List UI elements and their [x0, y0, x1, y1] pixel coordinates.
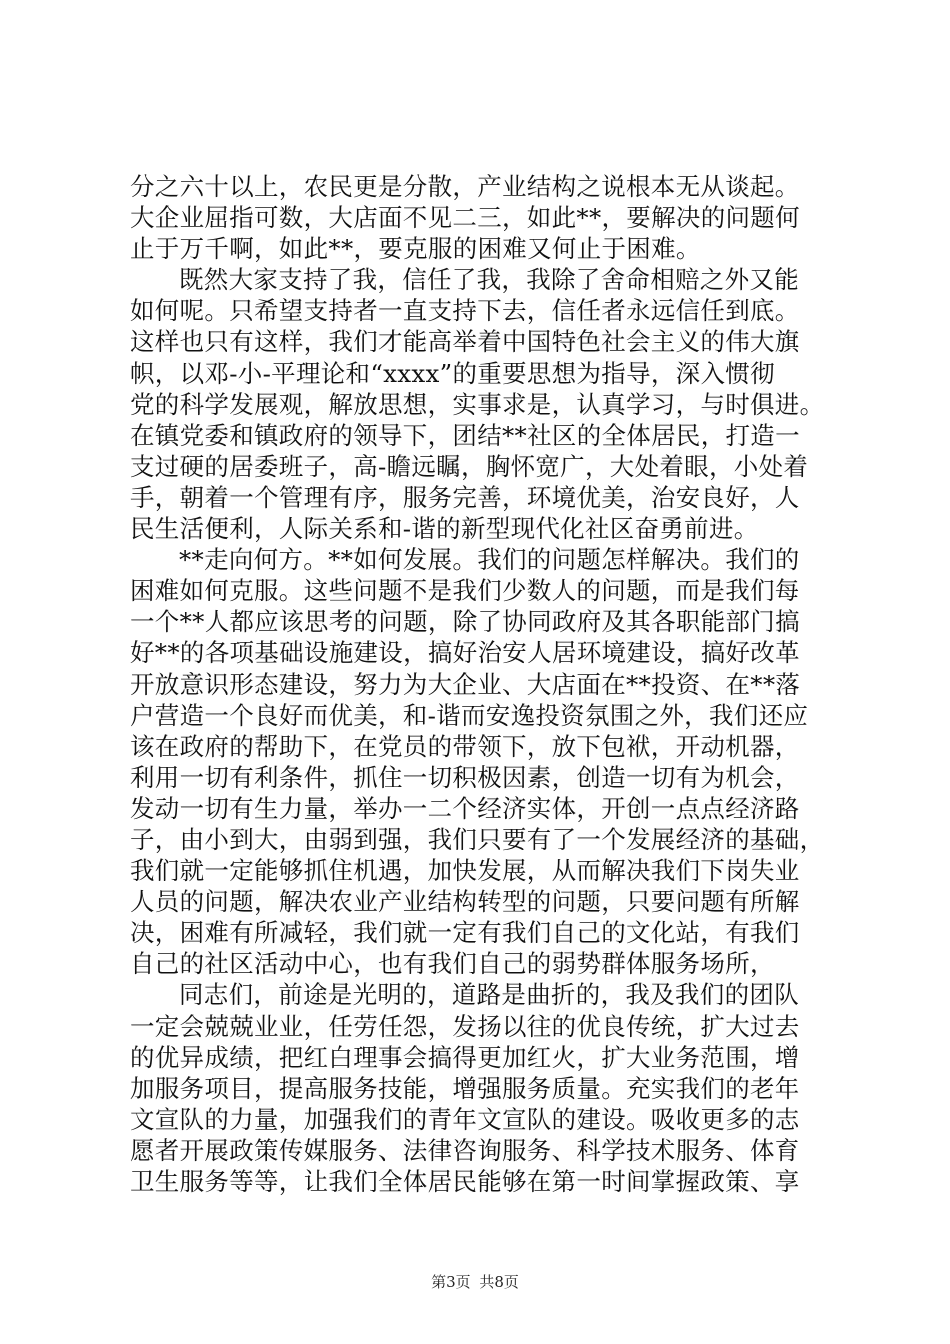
text-line: 决，困难有所减轻，我们就一定有我们自己的文化站，有我们 — [130, 918, 800, 948]
text-line: 的优异成绩，把红白理事会搞得更加红火，扩大业务范围，增 — [130, 1042, 800, 1072]
text-line: 该在政府的帮助下，在党员的带领下，放下包袱，开动机器， — [130, 731, 800, 761]
text-line: 手，朝着一个管理有序，服务完善，环境优美，治安良好，人 — [130, 482, 800, 512]
text-line: 利用一切有利条件，抓住一切积极因素，创造一切有为机会， — [130, 762, 800, 792]
text-line: 发动一切有生力量，举办一二个经济实体，开创一点点经济路 — [130, 793, 800, 823]
text-line: 既然大家支持了我，信任了我，我除了舍命相赔之外又能 — [179, 265, 799, 295]
text-line: 自己的社区活动中心，也有我们自己的弱势群体服务场所， — [130, 949, 775, 979]
text-line: 困难如何克服。这些问题不是我们少数人的问题，而是我们每 — [130, 576, 800, 606]
text-line: 加服务项目，提高服务技能，增强服务质量。充实我们的老年 — [130, 1073, 800, 1103]
text-line: 民生活便利，人际关系和-谐的新型现代化社区奋勇前进。 — [130, 514, 759, 544]
page-number: 第3页 — [431, 1273, 471, 1291]
text-line: 愿者开展政策传媒服务、法律咨询服务、科学技术服务、体育 — [130, 1135, 800, 1165]
text-line: 止于万千啊，如此**，要克服的困难又何止于困难。 — [130, 234, 701, 264]
text-line: 分之六十以上，农民更是分散，产业结构之说根本无从谈起。 — [130, 172, 800, 201]
text-line: 如何呢。只希望支持者一直支持下去，信任者永远信任到底。 — [130, 296, 800, 326]
document-body — [130, 171, 830, 1197]
text-line: 一定会兢兢业业，任劳任怨，发扬以往的优良传统，扩大过去 — [130, 1011, 800, 1041]
text-line: 好**的各项基础设施建设，搞好治安人居环境建设，搞好改革 — [130, 638, 800, 668]
text-line: 党的科学发展观，解放思想，实事求是，认真学习，与时俱进。 — [130, 389, 825, 419]
text-line: 户营造一个良好而优美，和-谐而安逸投资氛围之外，我们还应 — [130, 700, 809, 730]
text-line: 我们就一定能够抓住机遇，加快发展，从而解决我们下岗失业 — [130, 856, 800, 886]
text-line: 卫生服务等等，让我们全体居民能够在第一时间掌握政策、享 — [130, 1167, 800, 1196]
text-line: 帜，以邓-小-平理论和“xxxx”的重要思想为指导，深入惯彻 — [130, 358, 775, 388]
text-line: 人员的问题，解决农业产业结构转型的问题，只要问题有所解 — [130, 887, 800, 917]
text-line: 在镇党委和镇政府的领导下，团结**社区的全体居民，打造一 — [130, 420, 800, 450]
page-total: 共8页 — [479, 1273, 519, 1291]
text-line: 同志们，前途是光明的，道路是曲折的，我及我们的团队 — [179, 980, 799, 1010]
text-line: **走向何方。**如何发展。我们的问题怎样解决。我们的 — [179, 545, 800, 575]
text-line: 这样也只有这样，我们才能高举着中国特色社会主义的伟大旗 — [130, 327, 800, 357]
text-line: 子，由小到大，由弱到强，我们只要有了一个发展经济的基础， — [130, 824, 825, 854]
page-footer — [0, 1271, 950, 1292]
text-line: 一个**人都应该思考的问题，除了协同政府及其各职能部门搞 — [130, 607, 800, 637]
text-line: 支过硬的居委班子，高-瞻远瞩，胸怀宽广，大处着眼，小处着 — [130, 451, 809, 481]
text-line: 开放意识形态建设，努力为大企业、大店面在**投资、在**落 — [130, 669, 801, 699]
text-line: 大企业屈指可数，大店面不见二三，如此**，要解决的问题何 — [130, 203, 800, 233]
text-line: 文宣队的力量，加强我们的青年文宣队的建设。吸收更多的志 — [130, 1104, 800, 1134]
